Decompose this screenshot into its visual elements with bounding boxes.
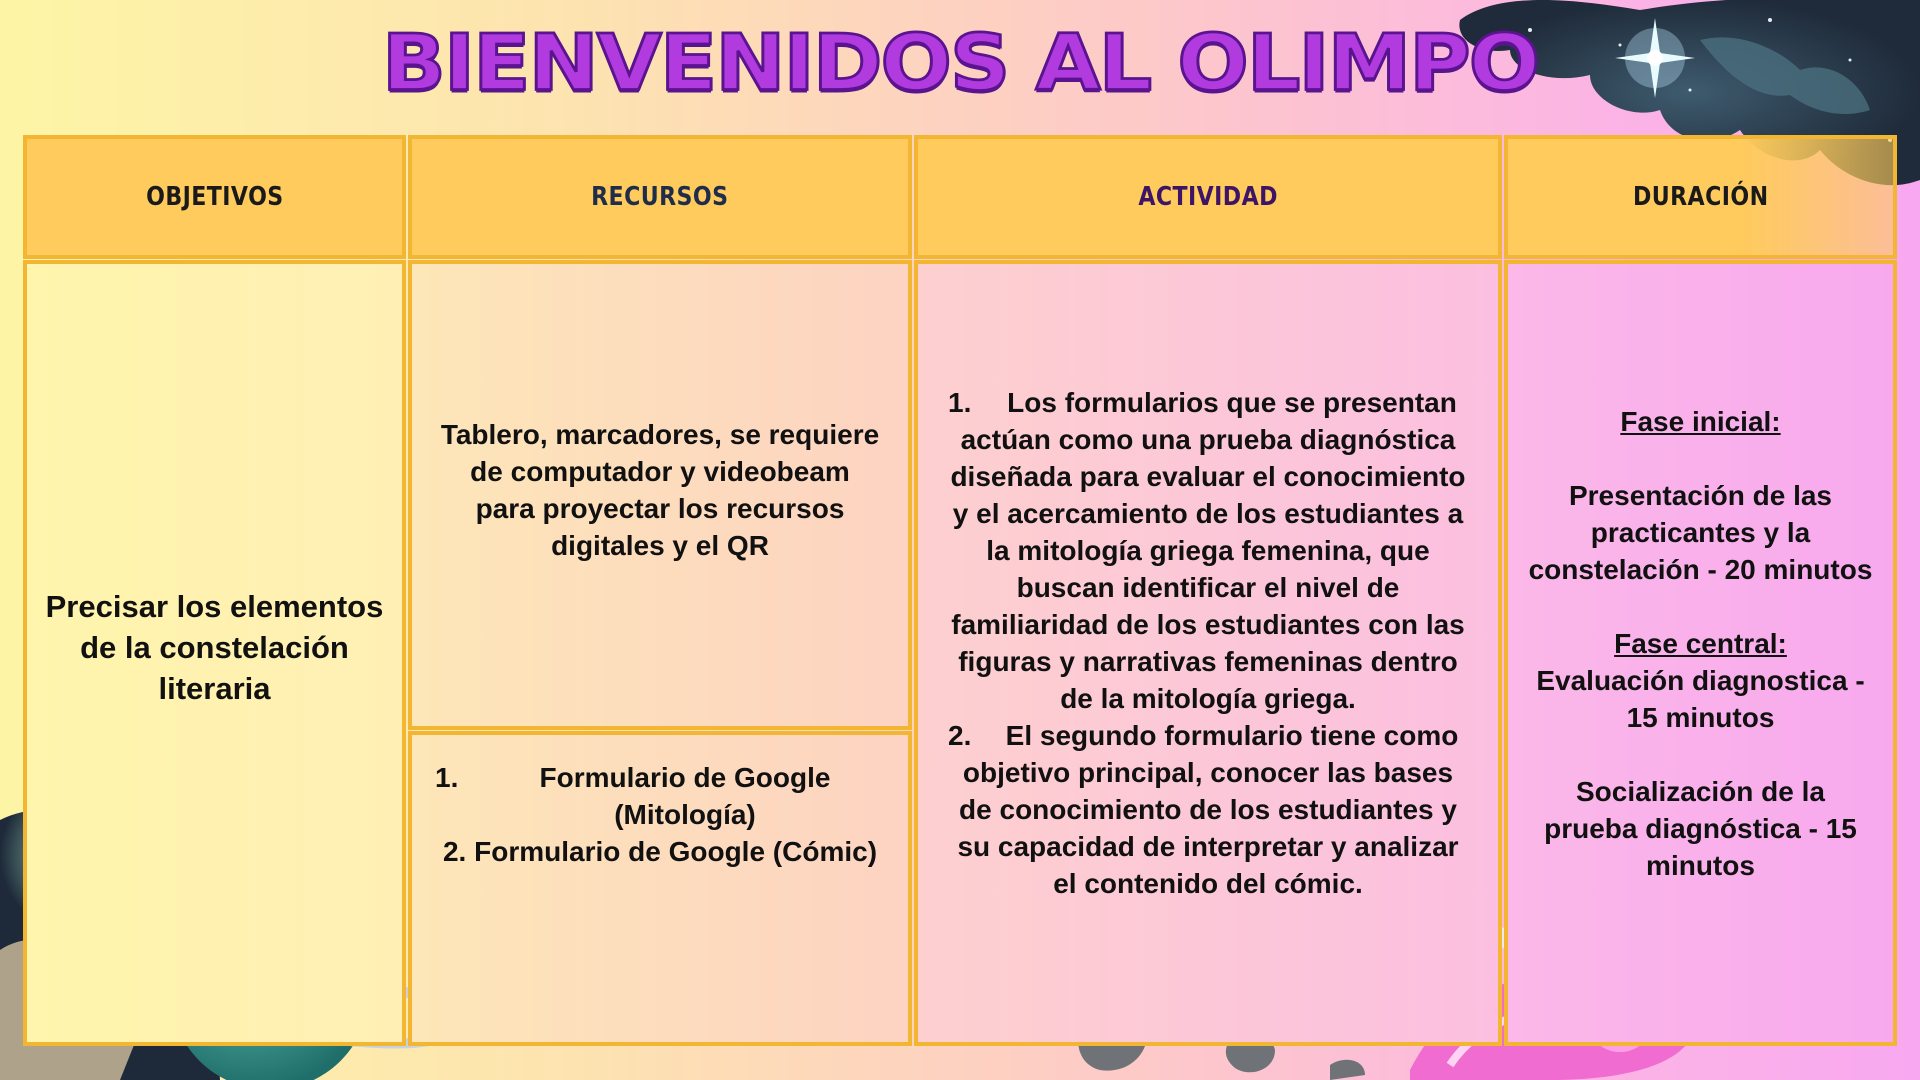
actividad-cell xyxy=(914,260,1502,1046)
list-item xyxy=(425,759,895,833)
list-item xyxy=(948,384,1468,717)
phase-initial-title: Fase inicial: xyxy=(1620,405,1781,437)
header-duracion xyxy=(1504,135,1897,259)
header-recursos-label: RECURSOS xyxy=(591,182,729,212)
phase-initial-text: Presentación de las practicantes y la constelación - 20 minutos xyxy=(1528,479,1873,585)
list-item xyxy=(948,717,1468,902)
actividad-item-1-text: Los formularios que se presentan actúan como una prueba diagnóstica diseñada para evaluar el conocimiento y el acercamiento de los estudiantes a la mitología griega femenina, que buscan identificar el nivel de familiaridad de los estudiantes con las figuras y narrativas femeninas dentro de la mitología griega. xyxy=(950,387,1466,714)
recursos-cell xyxy=(408,260,912,730)
list-number: 2. xyxy=(948,720,972,751)
header-recursos xyxy=(408,135,912,259)
form-link-comic: Formulario de Google (Cómic) xyxy=(474,836,878,867)
list-number: 1. xyxy=(948,387,972,418)
header-actividad-label: ACTIVIDAD xyxy=(1138,182,1278,212)
actividad-item-2-text: El segundo formulario tiene como objetivo principal, conocer las bases de conocimiento de los estudiantes y su capacidad de interpretar y analizar el contenido del cómic. xyxy=(957,720,1459,899)
spacer xyxy=(1526,440,1876,477)
phase-central-text: Evaluación diagnostica - 15 minutos xyxy=(1536,664,1865,733)
objetivos-text: Precisar los elementos de la constelación literaria xyxy=(45,588,384,706)
recursos-forms-cell xyxy=(408,731,912,1046)
list-number: 2. xyxy=(442,836,467,867)
duracion-cell xyxy=(1504,260,1897,1046)
duracion-content xyxy=(1526,403,1876,884)
recursos-text: Tablero, marcadores, se requiere de computador y videobeam para proyectar los recursos digitales y el QR xyxy=(440,419,880,561)
objetivos-cell xyxy=(23,260,406,1046)
spacer xyxy=(1526,588,1876,625)
list-item xyxy=(425,833,895,870)
list-number: 1. xyxy=(435,762,459,793)
header-duracion-label: DURACIÓN xyxy=(1632,182,1769,212)
forms-list xyxy=(425,759,895,870)
phase-social-text: Socialización de la prueba diagnóstica - 15 minutos xyxy=(1544,775,1857,881)
phase-central-title: Fase central: xyxy=(1614,627,1787,659)
actividad-list xyxy=(948,384,1468,902)
header-actividad xyxy=(914,135,1502,259)
page-title: BIENVENIDOS AL OLIMPO xyxy=(381,17,1539,109)
header-objetivos xyxy=(23,135,406,259)
form-link-mitologia: Formulario de Google (Mitología) xyxy=(539,762,831,830)
header-objetivos-label: OBJETIVOS xyxy=(145,182,284,212)
spacer xyxy=(1526,736,1876,773)
